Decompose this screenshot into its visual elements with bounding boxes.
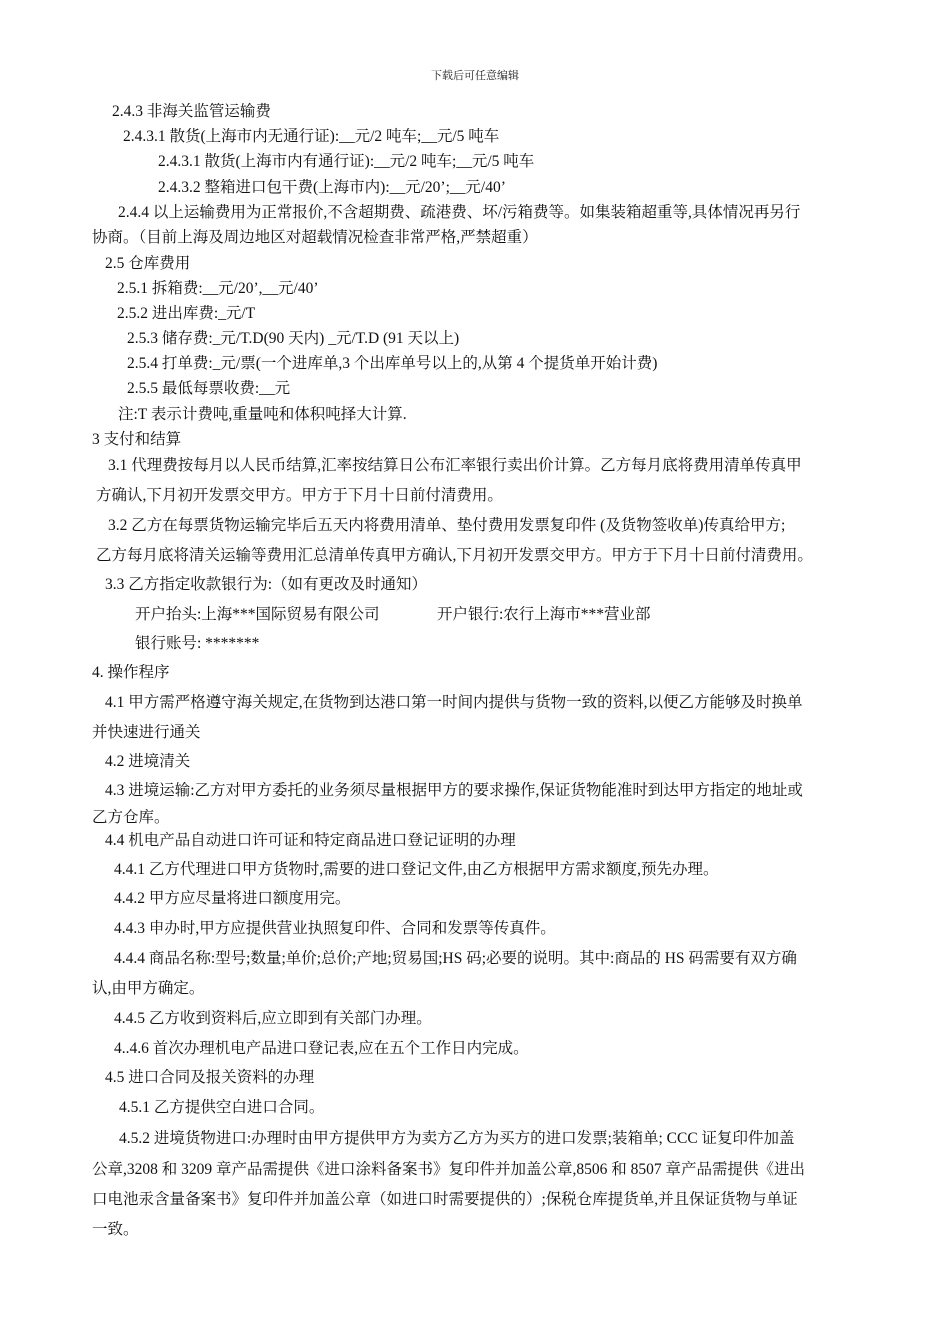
bank-account-number: 银行账号: ******* [135, 635, 260, 652]
doc-line: 2.5.1 拆箱费:__元/20’,__元/40’ [117, 280, 319, 297]
doc-line: 2.4.4 以上运输费用为正常报价,不含超期费、疏港费、坏/污箱费等。如集装箱超重等,具体情况再另行 [118, 204, 801, 221]
doc-line: 认,由甲方确定。 [92, 980, 205, 997]
bank-account-name: 开户抬头:上海***国际贸易有限公司 [135, 606, 380, 623]
bank-name: 开户银行:农行上海市***营业部 [437, 606, 651, 623]
doc-line: 2.5.3 储存费:_元/T.D(90 天内) _元/T.D (91 天以上) [127, 330, 460, 347]
doc-line: 3.1 代理费按每月以人民币结算,汇率按结算日公布汇率银行卖出价计算。乙方每月底将费用清单传真甲 [108, 457, 802, 474]
doc-line: 2.5.4 打单费:_元/票(一个进库单,3 个出库单号以上的,从第 4 个提货单开始计费) [127, 355, 658, 372]
doc-line: 4.5 进口合同及报关资料的办理 [105, 1069, 315, 1086]
doc-line: 4.2 进境清关 [105, 753, 191, 770]
doc-line: 4.4.1 乙方代理进口甲方货物时,需要的进口登记文件,由乙方根据甲方需求额度,预先办理。 [114, 861, 719, 878]
doc-line: 公章,3208 和 3209 章产品需提供《进口涂料备案书》复印件并加盖公章,8506 和 8507 章产品需提供《进出 [92, 1161, 806, 1178]
doc-line: 2.4.3.1 散货(上海市内无通行证):__元/2 吨车;__元/5 吨车 [123, 128, 500, 145]
doc-line: 2.4.3.2 整箱进口包干费(上海市内):__元/20’;__元/40’ [158, 179, 506, 196]
doc-line: 4.4.5 乙方收到资料后,应立即到有关部门办理。 [114, 1010, 432, 1027]
section-heading: 3 支付和结算 [92, 431, 182, 448]
doc-line: 4.1 甲方需严格遵守海关规定,在货物到达港口第一时间内提供与货物一致的资料,以便乙方能够及时换单 [105, 694, 803, 711]
doc-line: 乙方仓库。 [92, 809, 170, 826]
doc-line: 一致。 [92, 1221, 139, 1238]
doc-line: 协商。（目前上海及周边地区对超载情况检查非常严格,严禁超重） [92, 229, 538, 246]
doc-line: 4.4.4 商品名称:型号;数量;单价;总价;产地;贸易国;HS 码;必要的说明。其中:商品的 HS 码需要有双方确 [114, 950, 797, 967]
doc-line: 4.4.2 甲方应尽量将进口额度用完。 [114, 890, 351, 907]
doc-line: 注:T 表示计费吨,重量吨和体积吨择大计算. [118, 406, 407, 423]
doc-line: 2.5.2 进出库费:_元/T [117, 305, 256, 322]
doc-line: 4.5.2 进境货物进口:办理时由甲方提供甲方为卖方乙方为买方的进口发票;装箱单; CCC 证复印件加盖 [119, 1130, 795, 1147]
doc-line: 2.4.3 非海关监管运输费 [112, 103, 271, 120]
page-header: 下载后可任意编辑 [431, 70, 519, 82]
doc-line: 并快速进行通关 [92, 724, 201, 741]
doc-line: 4..4.6 首次办理机电产品进口登记表,应在五个工作日内完成。 [114, 1040, 529, 1057]
doc-line: 3.2 乙方在每票货物运输完毕后五天内将费用清单、垫付费用发票复印件 (及货物签收单)传真给甲方; [108, 517, 786, 534]
doc-line: 3.3 乙方指定收款银行为:（如有更改及时通知） [105, 576, 428, 593]
doc-line: 4.4.3 申办时,甲方应提供营业执照复印件、合同和发票等传真件。 [114, 920, 556, 937]
doc-line: 乙方每月底将清关运输等费用汇总清单传真甲方确认,下月初开发票交甲方。甲方于下月十日前付清费用。 [96, 547, 813, 564]
doc-line: 2.5.5 最低每票收费:__元 [127, 380, 291, 397]
doc-line: 4.5.1 乙方提供空白进口合同。 [119, 1099, 325, 1116]
doc-line: 2.5 仓库费用 [105, 255, 191, 272]
doc-line: 方确认,下月初开发票交甲方。甲方于下月十日前付清费用。 [96, 487, 503, 504]
doc-line: 4.4 机电产品自动进口许可证和特定商品进口登记证明的办理 [105, 832, 516, 849]
section-heading: 4. 操作程序 [92, 664, 170, 681]
doc-line: 口电池汞含量备案书》复印件并加盖公章（如进口时需要提供的）;保税仓库提货单,并且保证货物与单证 [92, 1191, 798, 1208]
doc-line: 4.3 进境运输:乙方对甲方委托的业务须尽量根据甲方的要求操作,保证货物能准时到达甲方指定的地址或 [105, 782, 803, 799]
doc-line: 2.4.3.1 散货(上海市内有通行证):__元/2 吨车;__元/5 吨车 [158, 153, 535, 170]
